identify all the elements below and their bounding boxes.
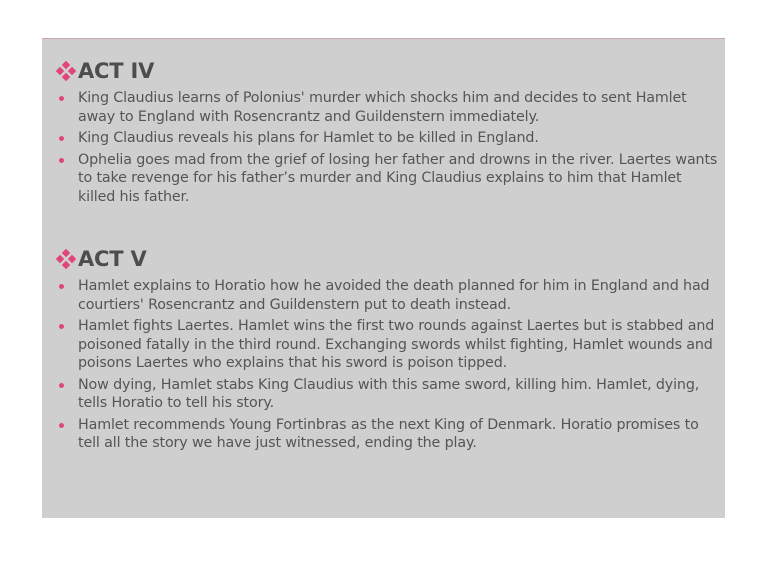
bullet-dot-icon <box>59 158 64 163</box>
bullet-list <box>56 89 721 206</box>
four-diamond-icon <box>56 249 76 269</box>
bullet-item <box>56 317 721 373</box>
section-act-v <box>56 245 721 456</box>
section-title: ACT IV <box>78 59 155 83</box>
bullet-text: King Claudius reveals his plans for Hamlet to be killed in England. <box>78 130 539 146</box>
slide-panel <box>42 38 725 518</box>
section-heading <box>56 57 721 85</box>
four-diamond-icon <box>56 61 76 81</box>
bullet-item <box>56 151 721 207</box>
bullet-item <box>56 89 721 126</box>
bullet-item <box>56 129 721 148</box>
bullet-dot-icon <box>59 96 64 101</box>
bullet-item <box>56 376 721 413</box>
section-heading <box>56 245 721 273</box>
bullet-item <box>56 416 721 453</box>
bullet-dot-icon <box>59 423 64 428</box>
bullet-text: Ophelia goes mad from the grief of losing her father and drowns in the river. Laertes wants to take revenge for his father’s murder and King Claudius explains to him that Hamlet killed his father. <box>78 151 718 205</box>
bullet-text: Hamlet fights Laertes. Hamlet wins the first two rounds against Laertes but is stabbed and poisoned fatally in the third round. Exchanging swords whilst fighting, Hamlet wounds and poisons Laertes who explains that his sword is poison tipped. <box>78 318 715 371</box>
section-title: ACT V <box>78 247 147 271</box>
bullet-item <box>56 277 721 314</box>
bullet-dot-icon <box>59 136 64 141</box>
bullet-text: Now dying, Hamlet stabs King Claudius with this same sword, killing him. Hamlet, dying, tells Horatio to tell his story. <box>78 376 700 411</box>
bullet-dot-icon <box>59 284 64 289</box>
bullet-list <box>56 277 721 453</box>
bullet-dot-icon <box>59 383 64 388</box>
bullet-text: King Claudius learns of Polonius' murder which shocks him and decides to sent Hamlet away to England with Rosencrantz and Guildenstern immediately. <box>78 90 687 125</box>
bullet-text: Hamlet explains to Horatio how he avoided the death planned for him in England and had courtiers' Rosencrantz and Guildenstern put to death instead. <box>78 278 710 313</box>
section-act-iv <box>56 57 721 209</box>
bullet-text: Hamlet recommends Young Fortinbras as the next King of Denmark. Horatio promises to tell all the story we have just witnessed, ending the play. <box>78 416 699 451</box>
bullet-dot-icon <box>59 324 64 329</box>
